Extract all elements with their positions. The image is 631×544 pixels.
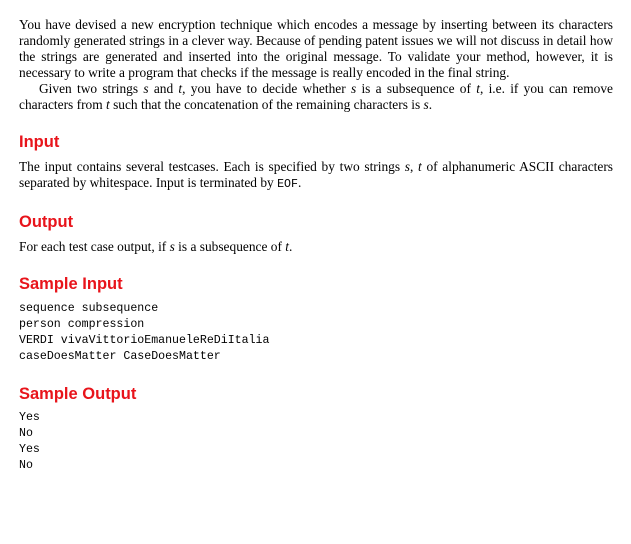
task-paragraph xyxy=(19,81,613,113)
intro-paragraph: You have devised a new encryption technique which encodes a message by inserting between its characters randomly generated strings in a clever way. Because of pending patent issues we will not discuss in detail how the strings are generated and inserted into the original message. To validate your method, however, it is necessary to write a program that checks if the message is really encoded in the final string. xyxy=(19,17,613,80)
var-t: t xyxy=(476,81,480,96)
eof-token: EOF xyxy=(277,178,298,191)
text-fragment: and xyxy=(148,81,179,96)
var-t: t xyxy=(285,239,290,254)
text-fragment: . xyxy=(289,239,293,254)
var-s: s xyxy=(423,97,429,112)
output-heading: Output xyxy=(19,213,74,231)
sample-output-heading: Sample Output xyxy=(19,385,137,403)
text-fragment: . xyxy=(428,97,433,112)
var-t: t xyxy=(178,81,183,96)
sample-output-line: Yes xyxy=(19,411,40,424)
output-description xyxy=(19,239,613,255)
text-fragment: is a subsequence of xyxy=(356,81,477,96)
text-fragment: is a subsequence of xyxy=(174,239,286,254)
sample-input-line: caseDoesMatter CaseDoesMatter xyxy=(19,350,221,363)
sample-output-line: No xyxy=(19,427,33,440)
var-t: t xyxy=(418,159,422,174)
text-fragment: , xyxy=(410,159,419,174)
sample-input-block xyxy=(19,301,613,365)
sample-input-line: sequence subsequence xyxy=(19,302,159,315)
sample-output-line: No xyxy=(19,459,33,472)
text-fragment: For each test case output, if xyxy=(19,239,170,254)
text-fragment: Given two strings xyxy=(39,81,144,96)
text-fragment: . xyxy=(297,175,302,190)
text-fragment: of alphanumeric ASCII characters separated by whitespace. Input is terminated by xyxy=(19,159,613,190)
var-s: s xyxy=(143,81,149,96)
var-s: s xyxy=(404,159,410,174)
sample-input-heading: Sample Input xyxy=(19,275,123,293)
sample-output-line: Yes xyxy=(19,443,40,456)
problem-statement xyxy=(19,17,613,474)
text-fragment: , i.e. if you can remove characters from xyxy=(19,81,613,112)
var-s: s xyxy=(169,239,175,254)
var-t: t xyxy=(106,97,110,112)
text-fragment: such that the concatenation of the remaining characters is xyxy=(109,97,424,112)
input-heading: Input xyxy=(19,133,60,151)
sample-output-block xyxy=(19,410,613,474)
sample-input-line: VERDI vivaVittorioEmanueleReDiItalia xyxy=(19,334,270,347)
var-s: s xyxy=(350,81,357,96)
input-description xyxy=(19,159,613,193)
sample-input-line: person compression xyxy=(19,318,145,331)
text-fragment: , you have to decide whether xyxy=(182,81,351,96)
text-fragment: The input contains several testcases. Each is specified by two strings xyxy=(19,159,405,174)
